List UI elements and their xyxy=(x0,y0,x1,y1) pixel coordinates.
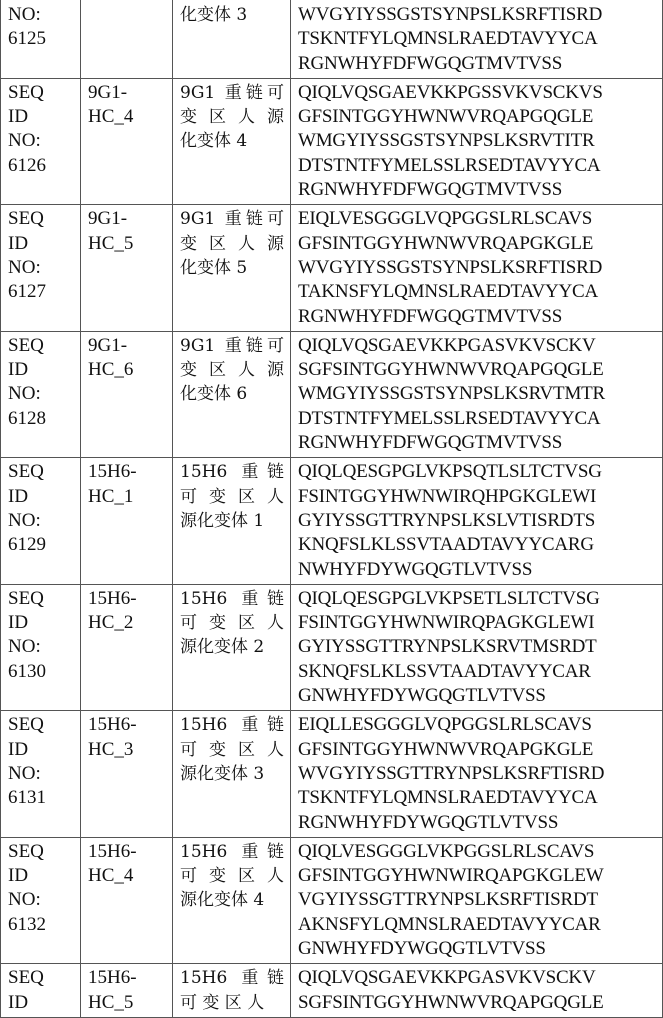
sequence-line: GNWHYFDYWGQGTLVTVSS xyxy=(298,684,662,708)
seq-id-line: SEQ xyxy=(8,966,80,990)
sequence-line: NWHYFDYWGQGTLVTVSS xyxy=(298,558,662,582)
sequence-line: RGNWHYFDFWGQGTMVTVSS xyxy=(298,178,662,202)
description-line: 可 变 区 人 xyxy=(180,738,290,762)
seq-id-line: SEQ xyxy=(8,713,80,737)
sequence-line: RGNWHYFDYWGQGTLVTVSS xyxy=(298,811,662,835)
seq-id-line: NO: xyxy=(8,256,80,280)
sequence-line: DTSTNTFYMELSSLRSEDTAVYYCA xyxy=(298,154,662,178)
sequence-line: RGNWHYFDFWGQGTMVTVSS xyxy=(298,52,662,76)
description-line: 化变体 6 xyxy=(180,382,290,406)
description-cell xyxy=(173,458,291,584)
name-line: HC_6 xyxy=(88,358,172,382)
description-line: 9G1 重链可 xyxy=(180,334,290,358)
sequence-line: QIQLVESGGGLVKPGGSLRLSCAVS xyxy=(298,840,662,864)
sequence-table-body xyxy=(1,0,663,1017)
sequence-cell xyxy=(291,0,663,78)
name-line: HC_5 xyxy=(88,991,172,1015)
name-cell xyxy=(81,711,173,837)
description-line: 9G1 重链可 xyxy=(180,207,290,231)
sequence-line: GNWHYFDYWGQGTLVTVSS xyxy=(298,937,662,961)
description-cell xyxy=(173,837,291,963)
description-line: 15H6 重链 xyxy=(180,587,290,611)
name-line: HC_4 xyxy=(88,864,172,888)
sequence-line: WVGYIYSSGSTSYNPSLKSRFTISRD xyxy=(298,3,662,27)
sequence-cell xyxy=(291,837,663,963)
description-cell xyxy=(173,964,291,1018)
name-line: 9G1- xyxy=(88,334,172,358)
seq-id-line: ID xyxy=(8,232,80,256)
table-row xyxy=(1,458,663,584)
description-cell xyxy=(173,711,291,837)
table-row xyxy=(1,711,663,837)
name-line: HC_1 xyxy=(88,485,172,509)
name-cell xyxy=(81,0,173,78)
sequence-line: GFSINTGGYHWNWVRQAPGKGLE xyxy=(298,738,662,762)
seq-id-cell xyxy=(1,584,81,710)
seq-id-cell xyxy=(1,837,81,963)
description-line: 化变体 3 xyxy=(180,3,290,27)
seq-id-line: 6126 xyxy=(8,154,80,178)
seq-id-line: 6131 xyxy=(8,786,80,810)
sequence-line: TSKNTFYLQMNSLRAEDTAVYYCA xyxy=(298,27,662,51)
sequence-cell xyxy=(291,964,663,1018)
name-line: 9G1- xyxy=(88,207,172,231)
sequence-line: TSKNTFYLQMNSLRAEDTAVYYCA xyxy=(298,786,662,810)
description-line: 源化变体 2 xyxy=(180,635,290,659)
seq-id-cell xyxy=(1,78,81,204)
sequence-cell xyxy=(291,205,663,331)
description-line: 化变体 4 xyxy=(180,129,290,153)
sequence-line: GFSINTGGYHWNWVRQAPGQGLE xyxy=(298,105,662,129)
seq-id-line: ID xyxy=(8,864,80,888)
seq-id-cell xyxy=(1,205,81,331)
sequence-line: KNQFSLKLSSVTAADTAVYYCARG xyxy=(298,533,662,557)
description-line: 9G1 重链可 xyxy=(180,81,290,105)
sequence-line: AKNSFYLQMNSLRAEDTAVYYCAR xyxy=(298,913,662,937)
sequence-line: QIQLVQSGAEVKKPGASVKVSCKV xyxy=(298,334,662,358)
sequence-table xyxy=(0,0,663,1018)
sequence-line: WMGYIYSSGSTSYNPSLKSRVTITR xyxy=(298,129,662,153)
description-line: 15H6 重链 xyxy=(180,460,290,484)
seq-id-line: NO: xyxy=(8,888,80,912)
name-line: 15H6- xyxy=(88,840,172,864)
description-line: 变 区 人 源 xyxy=(180,232,290,256)
name-line: 15H6- xyxy=(88,460,172,484)
seq-id-line: 6129 xyxy=(8,533,80,557)
description-cell xyxy=(173,584,291,710)
sequence-cell xyxy=(291,458,663,584)
seq-id-line: ID xyxy=(8,991,80,1015)
seq-id-line: NO: xyxy=(8,509,80,533)
table-row xyxy=(1,584,663,710)
sequence-line: QIQLVQSGAEVKKPGSSVKVSCKVS xyxy=(298,81,662,105)
sequence-line: FSINTGGYHWNWIRQPAGKGLEWI xyxy=(298,611,662,635)
name-line: 15H6- xyxy=(88,713,172,737)
description-line: 源化变体 4 xyxy=(180,888,290,912)
sequence-line: SGFSINTGGYHWNWVRQAPGQGLE xyxy=(298,991,662,1015)
seq-id-line: SEQ xyxy=(8,81,80,105)
description-cell xyxy=(173,78,291,204)
name-cell xyxy=(81,584,173,710)
sequence-line: RGNWHYFDFWGQGTMVTVSS xyxy=(298,431,662,455)
name-cell xyxy=(81,837,173,963)
name-cell xyxy=(81,964,173,1018)
sequence-line: WMGYIYSSGSTSYNPSLKSRVTMTR xyxy=(298,382,662,406)
seq-id-cell xyxy=(1,711,81,837)
seq-id-cell xyxy=(1,458,81,584)
seq-id-line: ID xyxy=(8,358,80,382)
name-cell xyxy=(81,78,173,204)
seq-id-line: 6128 xyxy=(8,407,80,431)
description-line: 源化变体 1 xyxy=(180,509,290,533)
sequence-line: GYIYSSGTTRYNPSLKSRVTMSRDT xyxy=(298,635,662,659)
sequence-line: QIQLQESGPGLVKPSETLSLTCTVSG xyxy=(298,587,662,611)
seq-id-line: 6132 xyxy=(8,913,80,937)
seq-id-line: SEQ xyxy=(8,207,80,231)
seq-id-cell xyxy=(1,0,81,78)
sequence-line: WVGYIYSSGSTSYNPSLKSRFTISRD xyxy=(298,256,662,280)
sequence-line: EIQLLESGGGLVQPGGSLRLSCAVS xyxy=(298,713,662,737)
sequence-line: TAKNSFYLQMNSLRAEDTAVYYCA xyxy=(298,280,662,304)
name-line: HC_4 xyxy=(88,105,172,129)
sequence-line: GFSINTGGYHWNWVRQAPGKGLE xyxy=(298,232,662,256)
name-line: 15H6- xyxy=(88,587,172,611)
name-line: 9G1- xyxy=(88,81,172,105)
sequence-line: GFSINTGGYHWNWIRQAPGKGLEW xyxy=(298,864,662,888)
seq-id-line: NO: xyxy=(8,129,80,153)
table-row xyxy=(1,331,663,457)
sequence-cell xyxy=(291,78,663,204)
sequence-line: FSINTGGYHWNWIRQHPGKGLEWI xyxy=(298,485,662,509)
sequence-line: VGYIYSSGTTRYNPSLKSRFTISRDT xyxy=(298,888,662,912)
seq-id-line: SEQ xyxy=(8,460,80,484)
seq-id-line: 6127 xyxy=(8,280,80,304)
seq-id-line: ID xyxy=(8,105,80,129)
sequence-line: SGFSINTGGYHWNWVRQAPGQGLE xyxy=(298,358,662,382)
description-cell xyxy=(173,205,291,331)
sequence-line: QIQLQESGPGLVKPSQTLSLTCTVSG xyxy=(298,460,662,484)
description-line: 15H6 重链 xyxy=(180,713,290,737)
description-line: 15H6 重链 xyxy=(180,966,290,990)
sequence-line: QIQLVQSGAEVKKPGASVKVSCKV xyxy=(298,966,662,990)
description-line: 源化变体 3 xyxy=(180,762,290,786)
table-row xyxy=(1,0,663,78)
name-cell xyxy=(81,331,173,457)
seq-id-line: 6125 xyxy=(8,27,80,51)
seq-id-cell xyxy=(1,964,81,1018)
table-row xyxy=(1,837,663,963)
seq-id-line: NO: xyxy=(8,635,80,659)
description-line: 可 变 区 人 xyxy=(180,485,290,509)
seq-id-line: SEQ xyxy=(8,840,80,864)
name-line: HC_3 xyxy=(88,738,172,762)
name-line: HC_5 xyxy=(88,232,172,256)
seq-id-line: NO: xyxy=(8,382,80,406)
seq-id-line: NO: xyxy=(8,3,80,27)
name-cell xyxy=(81,458,173,584)
sequence-line: DTSTNTFYMELSSLRSEDTAVYYCA xyxy=(298,407,662,431)
sequence-line: SKNQFSLKLSSVTAADTAVYYCAR xyxy=(298,660,662,684)
seq-id-line: SEQ xyxy=(8,587,80,611)
description-line: 可 变 区 人 xyxy=(180,991,290,1015)
sequence-line: GYIYSSGTTRYNPSLKSLVTISRDTS xyxy=(298,509,662,533)
table-row xyxy=(1,964,663,1018)
table-row xyxy=(1,78,663,204)
description-line: 变 区 人 源 xyxy=(180,358,290,382)
description-line: 变 区 人 源 xyxy=(180,105,290,129)
description-line: 可 变 区 人 xyxy=(180,611,290,635)
name-line: HC_2 xyxy=(88,611,172,635)
description-line: 可 变 区 人 xyxy=(180,864,290,888)
description-line: 15H6 重链 xyxy=(180,840,290,864)
sequence-line: RGNWHYFDFWGQGTMVTVSS xyxy=(298,305,662,329)
seq-id-line: ID xyxy=(8,738,80,762)
description-line: 化变体 5 xyxy=(180,256,290,280)
description-cell xyxy=(173,331,291,457)
seq-id-cell xyxy=(1,331,81,457)
seq-id-line: ID xyxy=(8,611,80,635)
seq-id-line: SEQ xyxy=(8,334,80,358)
sequence-cell xyxy=(291,584,663,710)
seq-id-line: NO: xyxy=(8,762,80,786)
sequence-line: EIQLVESGGGLVQPGGSLRLSCAVS xyxy=(298,207,662,231)
name-cell xyxy=(81,205,173,331)
sequence-cell xyxy=(291,711,663,837)
seq-id-line: 6130 xyxy=(8,660,80,684)
name-line: 15H6- xyxy=(88,966,172,990)
description-cell xyxy=(173,0,291,78)
table-row xyxy=(1,205,663,331)
sequence-cell xyxy=(291,331,663,457)
seq-id-line: ID xyxy=(8,485,80,509)
sequence-line: WVGYIYSSGTTRYNPSLKSRFTISRD xyxy=(298,762,662,786)
